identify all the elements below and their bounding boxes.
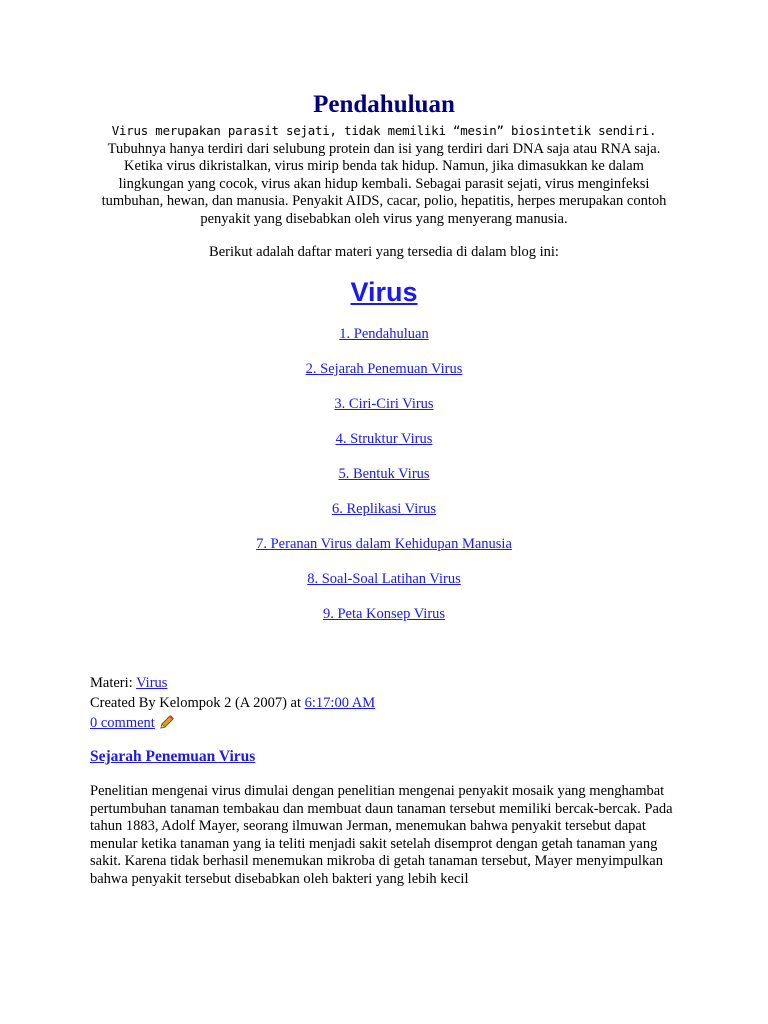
- intro-rest: Tubuhnya hanya terdiri dari selubung protein dan isi yang terdiri dari DNA saja atau RNA saja. Ketika virus dikristalkan, virus mirip benda tak hidup. Namun, jika dimasukkan ke dalam lingkungan yang cocok, virus akan hidup kembali. Sebagai parasit sejati, virus menginfeksi tumbuhan, hewan, dan manusia. Penyakit AIDS, cacar, polio, hepatitis, herpes merupakan contoh penyakit yang disebabkan oleh virus yang menyerang manusia.: [101, 140, 667, 227]
- toc-item: [0, 430, 768, 465]
- toc-item: [0, 360, 768, 395]
- list-intro: Berikut adalah daftar materi yang tersedia di dalam blog ini:: [209, 244, 559, 260]
- materi-link[interactable]: Virus: [136, 675, 168, 691]
- materi-line: [90, 673, 690, 693]
- created-by-text: Created By Kelompok 2 (A 2007) at: [90, 695, 302, 711]
- post-body: Penelitian mengenai virus dimulai dengan penelitian mengenai penyakit mosaik yang menghambat pertumbuhan tanaman tembakau dan membuat daun tanaman tersebut memiliki bercak-bercak. Pada tahun 1883, Adolf Mayer, seorang ilmuwan Jerman, menemukan bahwa penyakit tersebut dapat menular ketika tanaman yang ia teliti menjadi sakit setelah disemprot dengan getah tanaman yang sakit. Karena tidak berhasil menemukan mikroba di getah tanaman tersebut, Mayer menyimpulkan bahwa penyakit tersebut disebabkan oleh bakteri yang lebih kecil: [90, 783, 673, 887]
- toc-item: [0, 325, 768, 360]
- created-line: [90, 693, 690, 713]
- toc-link-struktur[interactable]: 4. Struktur Virus: [335, 431, 433, 447]
- toc-item: [0, 535, 768, 570]
- toc-link-pendahuluan[interactable]: 1. Pendahuluan: [339, 326, 429, 342]
- materi-label: Materi:: [90, 675, 133, 691]
- timestamp-link[interactable]: 6:17:00 AM: [304, 695, 376, 711]
- virus-heading-link[interactable]: Virus: [350, 277, 418, 307]
- post-title: [90, 746, 255, 768]
- toc-link-soal-latihan[interactable]: 8. Soal-Soal Latihan Virus: [307, 571, 461, 587]
- toc-link-peta-konsep[interactable]: 9. Peta Konsep Virus: [322, 606, 446, 622]
- table-of-contents: [0, 325, 768, 640]
- toc-item: [0, 395, 768, 430]
- intro-paragraph: [100, 122, 668, 229]
- intro-first-line: Virus merupakan parasit sejati, tidak memiliki “mesin” biosintetik sendiri.: [111, 123, 657, 138]
- toc-item: [0, 605, 768, 640]
- toc-link-ciri-ciri[interactable]: 3. Ciri-Ciri Virus: [334, 396, 434, 412]
- toc-item: [0, 500, 768, 535]
- post-title-link[interactable]: Sejarah Penemuan Virus: [90, 748, 256, 765]
- post-meta: [90, 673, 690, 736]
- toc-item: [0, 465, 768, 500]
- pencil-icon[interactable]: [159, 714, 175, 736]
- toc-link-sejarah[interactable]: 2. Sejarah Penemuan Virus: [305, 361, 463, 377]
- toc-item: [0, 570, 768, 605]
- comment-line: [90, 713, 690, 736]
- toc-link-replikasi[interactable]: 6. Replikasi Virus: [332, 501, 436, 517]
- page-title: Pendahuluan: [313, 91, 455, 118]
- virus-heading: [0, 274, 768, 310]
- comment-link[interactable]: 0 comment: [90, 715, 155, 731]
- toc-link-bentuk[interactable]: 5. Bentuk Virus: [338, 466, 430, 482]
- toc-link-peranan[interactable]: 7. Peranan Virus dalam Kehidupan Manusia: [256, 536, 512, 552]
